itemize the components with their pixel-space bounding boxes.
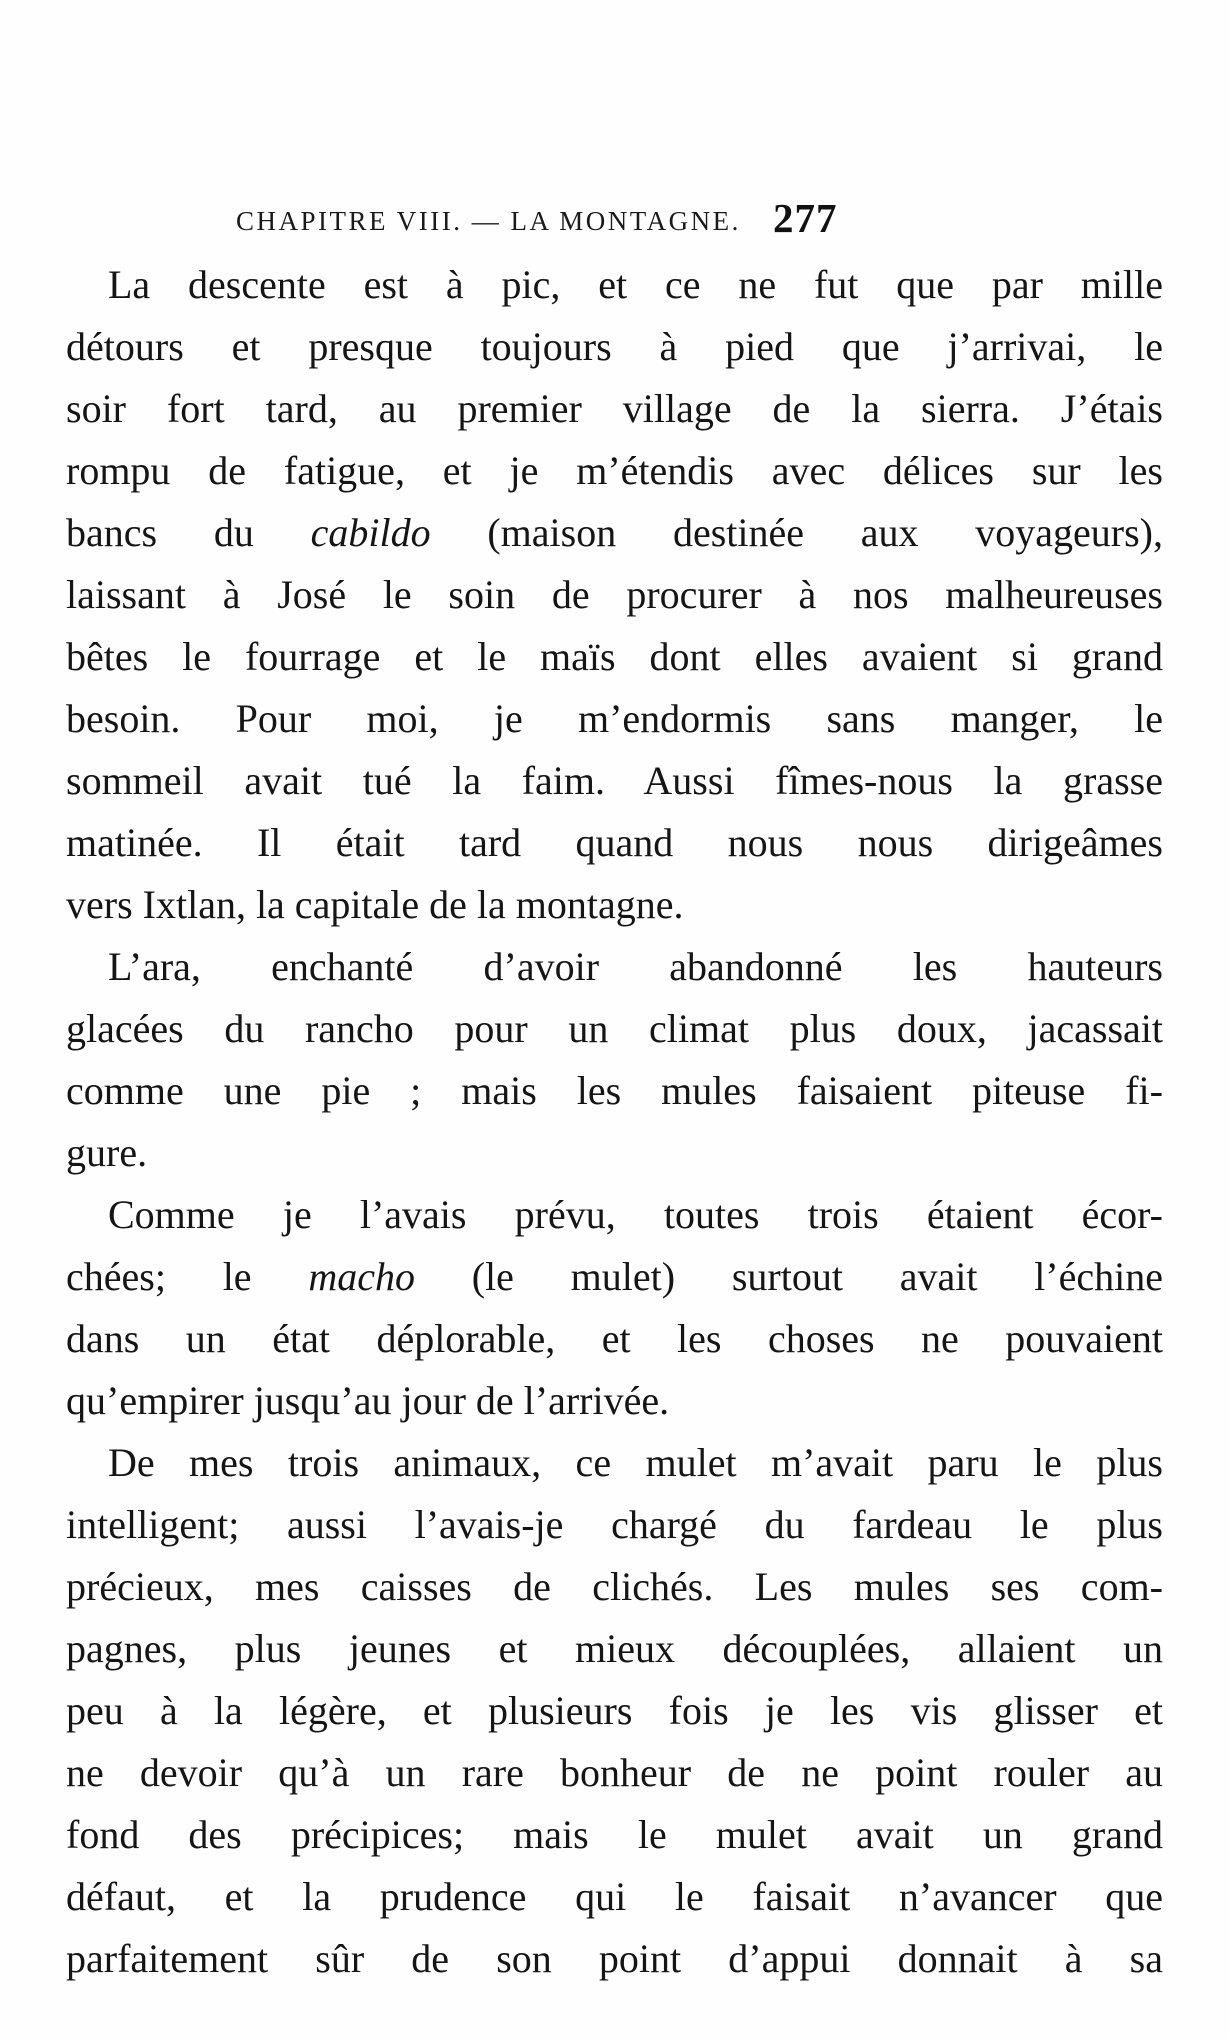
text-segment: comme une pie ; mais les mules faisaient piteuse fi- <box>66 1068 1163 1113</box>
text-line <box>66 440 1163 502</box>
text-line <box>66 502 1163 564</box>
text-line <box>66 1618 1163 1680</box>
text-segment: De mes trois animaux, ce mulet m’avait paru le plus <box>108 1440 1163 1485</box>
text-line <box>66 1742 1163 1804</box>
text-line <box>66 750 1163 812</box>
text-segment: chées; le <box>66 1254 309 1299</box>
text-segment: défaut, et la prudence qui le faisait n’avancer que <box>66 1874 1163 1919</box>
text-segment: besoin. Pour moi, je m’endormis sans manger, le <box>66 696 1163 741</box>
text-line <box>66 1432 1163 1494</box>
text-line <box>66 1928 1163 1990</box>
text-segment: vers Ixtlan, la capitale de la montagne. <box>66 882 684 927</box>
page-header <box>66 194 1163 250</box>
text-line <box>66 316 1163 378</box>
text-segment: sommeil avait tué la faim. Aussi fîmes-nous la grasse <box>66 758 1163 803</box>
text-segment: parfaitement sûr de son point d’appui donnait à sa <box>66 1936 1163 1981</box>
text-line <box>66 998 1163 1060</box>
italic-word: macho <box>308 1254 415 1299</box>
text-segment: laissant à José le soin de procurer à nos malheureuses <box>66 572 1163 617</box>
text-line <box>66 874 1163 936</box>
text-line <box>66 1308 1163 1370</box>
text-segment: qu’empirer jusqu’au jour de l’arrivée. <box>66 1378 670 1423</box>
page-body <box>66 254 1163 1990</box>
text-segment: dans un état déplorable, et les choses ne pouvaient <box>66 1316 1163 1361</box>
text-segment: (maison destinée aux voyageurs), <box>430 510 1163 555</box>
italic-word: cabildo <box>310 510 431 555</box>
text-segment: ne devoir qu’à un rare bonheur de ne point rouler au <box>66 1750 1163 1795</box>
text-line <box>66 1680 1163 1742</box>
text-line <box>66 1494 1163 1556</box>
text-segment: matinée. Il était tard quand nous nous dirigeâmes <box>66 820 1163 865</box>
text-line <box>66 626 1163 688</box>
text-line <box>66 254 1163 316</box>
text-line <box>66 1556 1163 1618</box>
text-segment: peu à la légère, et plusieurs fois je les vis glisser et <box>66 1688 1163 1733</box>
text-line <box>66 812 1163 874</box>
text-line <box>66 1246 1163 1308</box>
text-segment: pagnes, plus jeunes et mieux découplées, allaient un <box>66 1626 1163 1671</box>
text-segment: gure. <box>66 1130 148 1175</box>
text-segment: rompu de fatigue, et je m’étendis avec délices sur les <box>66 448 1163 493</box>
text-segment: glacées du rancho pour un climat plus doux, jacassait <box>66 1006 1163 1051</box>
text-line <box>66 1184 1163 1246</box>
text-segment: détours et presque toujours à pied que j’arrivai, le <box>66 324 1163 369</box>
text-segment: fond des précipices; mais le mulet avait un grand <box>66 1812 1163 1857</box>
text-line <box>66 688 1163 750</box>
text-segment: Comme je l’avais prévu, toutes trois étaient écor- <box>108 1192 1163 1237</box>
text-line <box>66 936 1163 998</box>
text-line <box>66 1866 1163 1928</box>
text-line <box>66 564 1163 626</box>
text-segment: L’ara, enchanté d’avoir abandonné les hauteurs <box>108 944 1163 989</box>
text-line <box>66 378 1163 440</box>
text-segment: (le mulet) surtout avait l’échine <box>414 1254 1163 1299</box>
text-line <box>66 1804 1163 1866</box>
text-line <box>66 1060 1163 1122</box>
chapter-title: CHAPITRE VIII. — LA MONTAGNE. <box>236 206 741 236</box>
text-segment: La descente est à pic, et ce ne fut que par mille <box>108 262 1163 307</box>
text-segment: précieux, mes caisses de clichés. Les mules ses com- <box>66 1564 1163 1609</box>
text-segment: intelligent; aussi l’avais-je chargé du fardeau le plus <box>66 1502 1163 1547</box>
text-line <box>66 1370 1163 1432</box>
text-line <box>66 1122 1163 1184</box>
page-number: 277 <box>773 195 838 241</box>
text-segment: soir fort tard, au premier village de la sierra. J’étais <box>66 386 1163 431</box>
text-segment: bancs du <box>66 510 311 555</box>
text-segment: bêtes le fourrage et le maïs dont elles avaient si grand <box>66 634 1163 679</box>
